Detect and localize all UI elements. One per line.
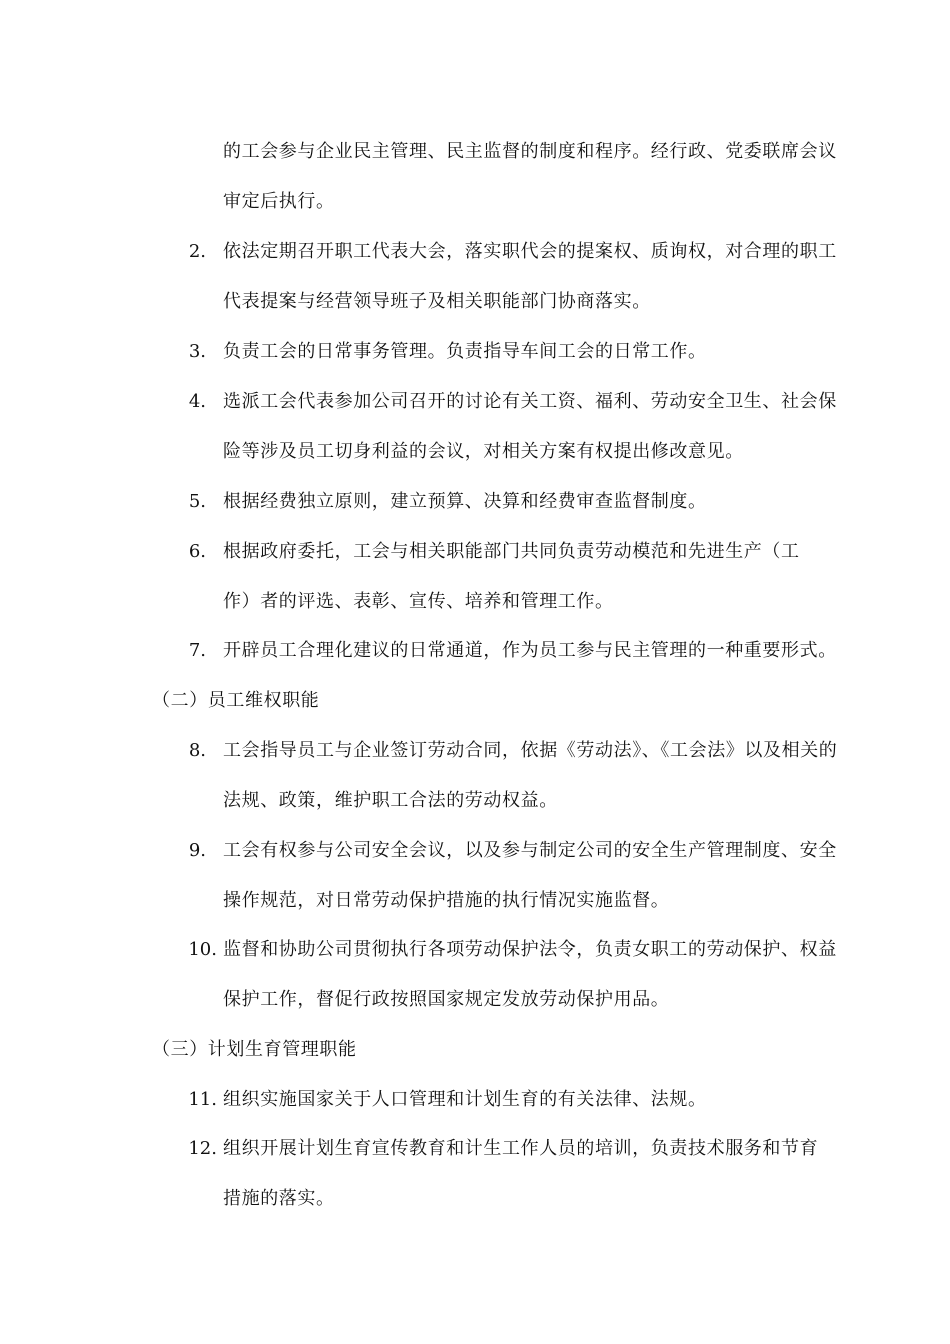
item-text: 工会有权参与公司安全会议，以及参与制定公司的安全生产管理制度、安全: [223, 840, 837, 861]
intro-line-2: 审定后执行。: [223, 191, 335, 212]
item-text: 法规、政策，维护职工合法的劳动权益。: [223, 790, 558, 811]
item-text: 工会指导员工与企业签订劳动合同，依据《劳动法》、《工会法》以及相关的: [223, 740, 838, 761]
item-number: 2.: [188, 241, 206, 262]
item-text: 依法定期召开职工代表大会，落实职代会的提案权、质询权，对合理的职工: [223, 241, 837, 262]
item-number: 3.: [188, 341, 206, 362]
item-text: 代表提案与经营领导班子及相关职能部门协商落实。: [223, 291, 651, 312]
item-number: 4.: [188, 391, 206, 412]
item-text: 根据政府委托，工会与相关职能部门共同负责劳动模范和先进生产（工: [223, 541, 800, 562]
item-text: 措施的落实。: [223, 1188, 335, 1209]
item-number: 9.: [188, 840, 206, 861]
item-number: 8.: [188, 740, 206, 761]
item-number: 6.: [188, 541, 206, 562]
section-heading: （二）员工维权职能: [152, 690, 320, 711]
item-number: 11.: [188, 1089, 217, 1110]
item-text: 根据经费独立原则，建立预算、决算和经费审查监督制度。: [223, 491, 707, 512]
section-heading: （三）计划生育管理职能: [152, 1039, 357, 1060]
item-text: 监督和协助公司贯彻执行各项劳动保护法令，负责女职工的劳动保护、权益: [223, 939, 837, 960]
item-text: 开辟员工合理化建议的日常通道，作为员工参与民主管理的一种重要形式。: [223, 640, 837, 661]
item-text: 组织实施国家关于人口管理和计划生育的有关法律、法规。: [223, 1089, 707, 1110]
intro-line-1: 的工会参与企业民主管理、民主监督的制度和程序。经行政、党委联席会议: [223, 141, 837, 162]
item-text: 操作规范，对日常劳动保护措施的执行情况实施监督。: [223, 890, 670, 911]
item-number: 5.: [188, 491, 206, 512]
item-number: 10.: [188, 939, 217, 960]
item-text: 保护工作，督促行政按照国家规定发放劳动保护用品。: [223, 989, 670, 1010]
item-text: 组织开展计划生育宣传教育和计生工作人员的培训，负责技术服务和节育: [223, 1138, 819, 1159]
item-number: 12.: [188, 1138, 217, 1159]
item-text: 负责工会的日常事务管理。负责指导车间工会的日常工作。: [223, 341, 707, 362]
item-number: 7.: [188, 640, 206, 661]
item-text: 选派工会代表参加公司召开的讨论有关工资、福利、劳动安全卫生、社会保: [223, 391, 837, 412]
item-text: 作）者的评选、表彰、宣传、培养和管理工作。: [223, 591, 614, 612]
item-text: 险等涉及员工切身利益的会议，对相关方案有权提出修改意见。: [223, 441, 744, 462]
